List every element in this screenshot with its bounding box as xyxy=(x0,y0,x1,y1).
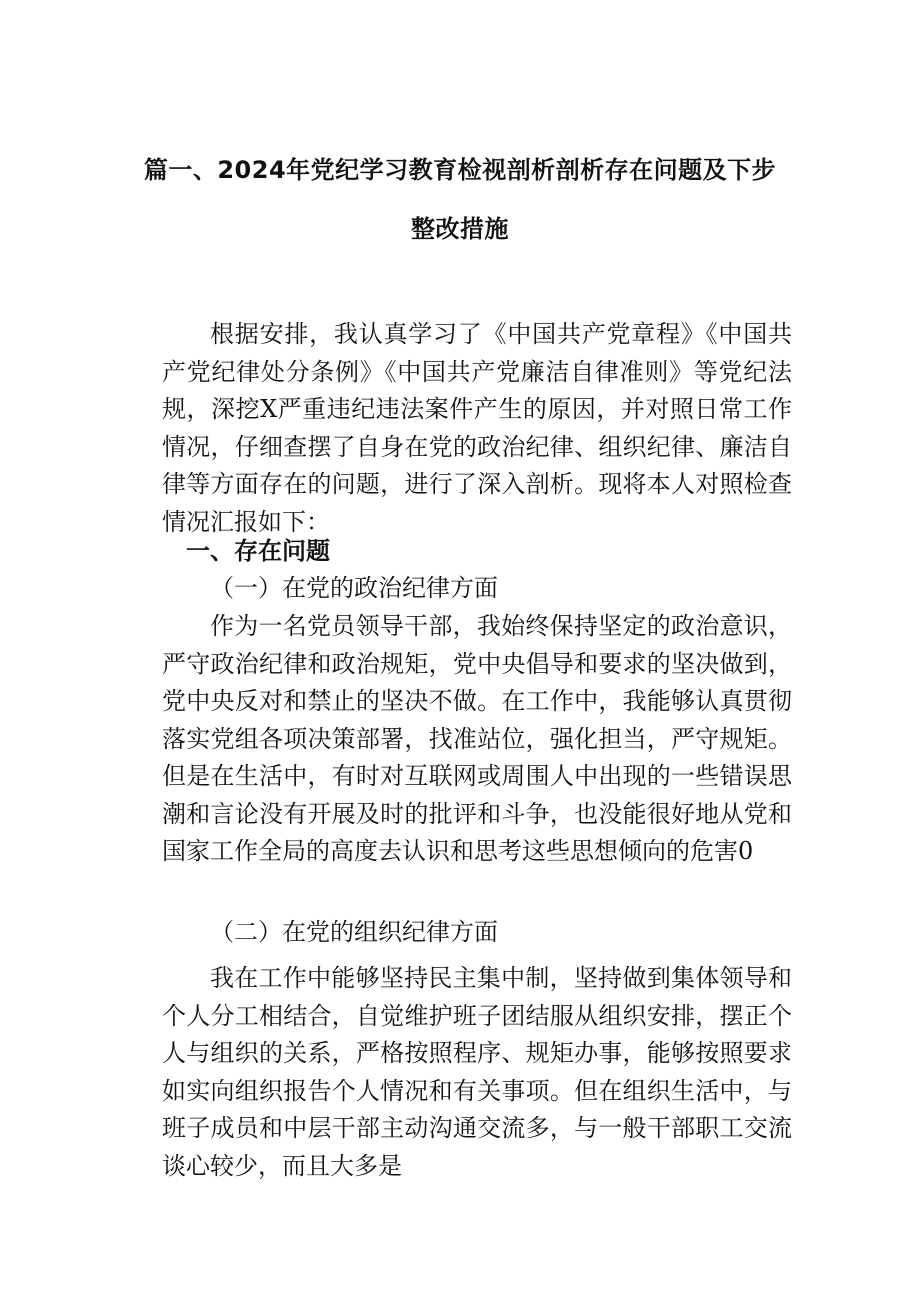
document-title-line-1: 篇一、2024年党纪学习教育检视剖析剖析存在问题及下步 xyxy=(143,156,777,184)
section-1-heading-block xyxy=(162,533,792,571)
subsection-1-paragraph: 作为一名党员领导干部，我始终保持坚定的政治意识，严守政治纪律和政治规矩，党中央倡导和要求的坚决做到，党中央反对和禁止的坚决不做。在工作中，我能够认真贯彻落实党组各项决策部署，找准站位，强化担当，严守规矩。但是在生活中，有时对互联网或周围人中出现的一些错误思潮和言论没有开展及时的批评和斗争，也没能很好地从党和国家工作全局的高度去认识和思考这些思想倾向的危害0 xyxy=(162,612,792,865)
subsection-1-body-block xyxy=(162,608,792,871)
subsection-2-heading-block xyxy=(162,914,792,952)
subsection-2-heading: （二）在党的组织纪律方面 xyxy=(210,918,498,946)
subsection-2-paragraph: 我在工作中能够坚持民主集中制，坚持做到集体领导和个人分工相结合，自觉维护班子团结服从组织安排，摆正个人与组织的关系，严格按照程序、规矩办事，能够按照要求如实向组织报告个人情况和有关事项。但在组织生活中，与班子成员和中层干部主动沟通交流多，与一般干部职工交流谈心较少，而且大多是 xyxy=(162,964,792,1180)
intro-block xyxy=(162,316,792,541)
subsection-2-body-block xyxy=(162,960,792,1185)
subsection-1-heading: （一）在党的政治纪律方面 xyxy=(210,574,498,602)
intro-paragraph: 根据安排，我认真学习了《中国共产党章程》《中国共产党纪律处分条例》《中国共产党廉洁自律准则》等党纪法规，深挖X严重违纪违法案件产生的原因，并对照日常工作情况，仔细查摆了自身在党的政治纪律、组织纪律、廉洁自律等方面存在的问题，进行了深入剖析。现将本人对照检查情况汇报如下： xyxy=(162,320,792,536)
document-title-line-2: 整改措施 xyxy=(411,215,509,243)
subsection-1-heading-block xyxy=(162,570,792,608)
section-1-heading: 一、存在问题 xyxy=(186,537,330,565)
